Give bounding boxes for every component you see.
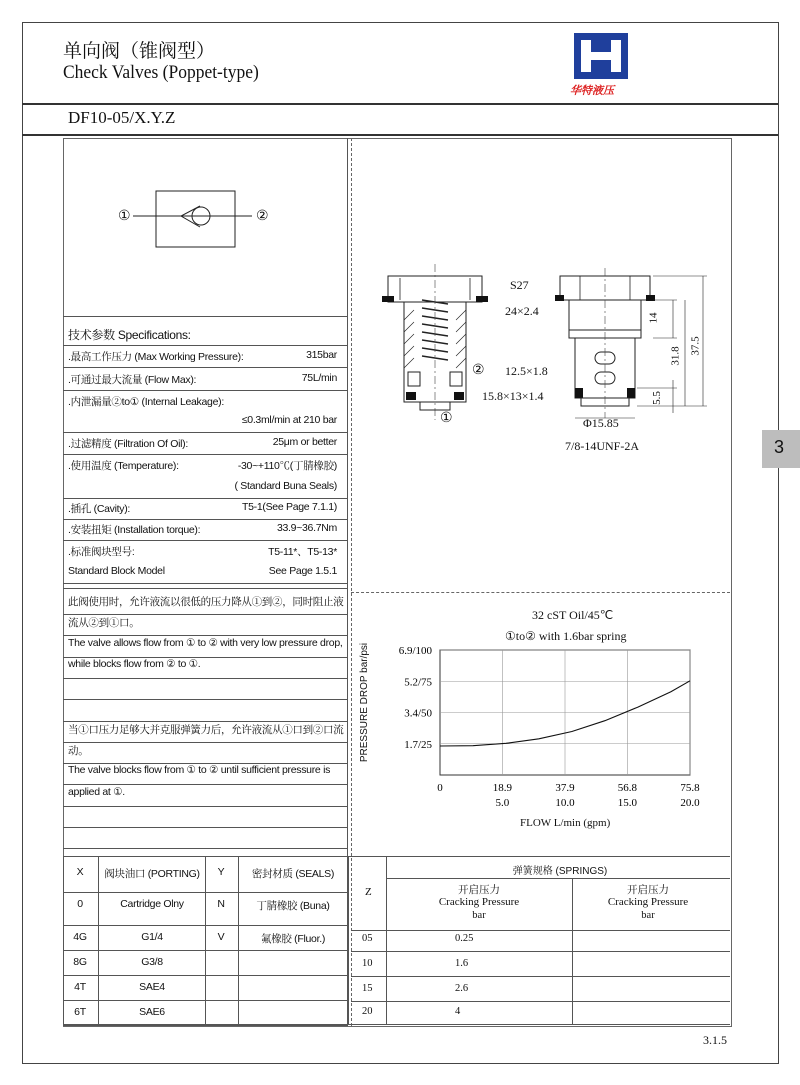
description-divider	[63, 699, 348, 700]
spec-label: Standard Block Model	[68, 565, 165, 577]
spring-title: 弹簧规格 (SPRINGS)	[512, 866, 608, 877]
cracking-unit: bar	[641, 910, 655, 921]
label-diameter: Φ15.85	[583, 416, 619, 430]
x-tick-label-gpm: 10.0	[555, 797, 575, 809]
porting-header: 密封材质 (SEALS)	[251, 868, 335, 880]
spec-label: .过滤精度 (Filtration Of Oil):	[68, 438, 188, 450]
porting-cell: 4G	[73, 931, 87, 943]
porting-header: 阀块油口 (PORTING)	[104, 868, 200, 880]
title-cn: 单向阀（锥阀型）	[63, 41, 216, 62]
description-divider	[63, 806, 348, 807]
description-divider	[63, 827, 348, 828]
x-tick-label-gpm: 5.0	[495, 797, 510, 809]
x-tick-label-lpm: 0	[437, 782, 443, 794]
spec-label: .内泄漏量②to① (Internal Leakage):	[68, 396, 224, 408]
specs-heading: 技术参数 Specifications:	[68, 328, 191, 342]
description-line: 动。	[68, 745, 89, 758]
description-line: applied at ①.	[68, 785, 125, 798]
description-divider	[63, 742, 348, 743]
spec-label: .标准阀块型号:	[68, 546, 135, 558]
label-thread: 7/8-14UNF-2A	[565, 439, 639, 453]
spring-value-cell: 0.25	[455, 933, 474, 944]
spring-value-cell: 4	[455, 1006, 461, 1017]
cracking-cn: 开启压力	[627, 885, 669, 896]
porting-row-line	[63, 1000, 348, 1001]
header-divider	[22, 103, 778, 105]
porting-cell: 丁腈橡胶 (Buna)	[256, 900, 330, 912]
symbol-port-2: ②	[256, 209, 269, 224]
pressure-drop-chart	[380, 640, 720, 830]
spring-line	[386, 878, 730, 879]
spring-z-header: Z	[365, 886, 372, 898]
spec-divider	[63, 367, 348, 368]
spec-label: .可通过最大流量 (Flow Max):	[68, 374, 197, 386]
porting-cell: 6T	[74, 1006, 86, 1018]
spring-line	[351, 930, 730, 931]
y-tick-label: 1.7/25	[404, 738, 432, 751]
porting-cell: 4T	[74, 981, 86, 993]
drawing-port-1: ①	[440, 411, 453, 426]
y-tick-label: 3.4/50	[404, 707, 432, 720]
spring-z-cell: 20	[362, 1006, 373, 1017]
description-line: 当①口压力足够大并克服弹簧力后，允许液流从①口到②口流	[68, 723, 344, 736]
description-line: The valve blocks flow from ① to ② until sufficient pressure is	[68, 764, 331, 777]
spec-divider	[63, 454, 348, 455]
porting-cell: 氟橡胶 (Fluor.)	[260, 933, 326, 945]
label-backup-15: 15.8×13×1.4	[482, 389, 544, 403]
description-line: while blocks flow from ② to ①.	[68, 657, 201, 670]
porting-row-line	[63, 1025, 348, 1026]
porting-cell: G3/8	[141, 956, 163, 968]
porting-cell: 0	[77, 898, 83, 910]
spec-value: ( Standard Buna Seals)	[234, 480, 337, 492]
spec-label: .安装扭矩 (Installation torque):	[68, 524, 201, 536]
company-logo	[568, 30, 634, 100]
dim-31-8: 31.8	[669, 346, 682, 366]
porting-cell: V	[217, 931, 225, 943]
porting-cell: 8G	[73, 956, 87, 968]
porting-cell: SAE4	[139, 981, 165, 993]
dim-37-5: 37.5	[689, 336, 702, 356]
x-tick-label-gpm: 15.0	[617, 797, 637, 809]
check-valve-symbol	[115, 188, 275, 250]
porting-row-line	[63, 950, 348, 951]
spec-divider	[63, 583, 348, 584]
spec-label: .插孔 (Cavity):	[68, 503, 131, 515]
spring-line	[351, 1001, 730, 1002]
spring-z-cell: 05	[362, 933, 373, 944]
spring-z-cell: 15	[362, 983, 373, 994]
label-oring-24: 24×2.4	[505, 304, 539, 318]
cracking-en: Cracking Pressure	[607, 896, 689, 908]
porting-row-line	[63, 856, 348, 857]
description-line: 流从②到①口。	[68, 617, 140, 630]
porting-cell: N	[217, 898, 225, 910]
spring-col-line	[386, 856, 387, 1025]
cracking-en: Cracking Pressure	[438, 896, 520, 908]
x-tick-label-gpm: 20.0	[680, 797, 700, 809]
porting-row-line	[63, 925, 348, 926]
spec-label: .使用温度 (Temperature):	[68, 460, 179, 472]
description-divider	[63, 678, 348, 679]
porting-col-line	[348, 856, 349, 1025]
spec-value: T5-11*、T5-13*	[268, 546, 337, 558]
y-tick-label: 5.2/75	[404, 676, 432, 689]
description-divider	[63, 848, 348, 849]
label-oring-12: 12.5×1.8	[505, 364, 548, 378]
spec-divider	[63, 432, 348, 433]
section-tab-number: 3	[774, 437, 785, 457]
dim-14: 14	[647, 312, 660, 324]
spec-value: ≤0.3ml/min at 210 bar	[241, 414, 337, 426]
description-line: The valve allows flow from ① to ② with very low pressure drop,	[68, 636, 343, 649]
spec-divider	[63, 498, 348, 499]
porting-cell: Cartridge Olny	[120, 898, 184, 910]
spring-z-cell: 10	[362, 958, 373, 969]
porting-header: X	[76, 866, 84, 878]
spec-value: 25μm or better	[272, 436, 337, 448]
spec-divider	[63, 540, 348, 541]
chart-title: 32 cST Oil/45℃	[532, 608, 614, 622]
spring-col-line	[572, 878, 573, 1025]
spec-value: 315bar	[306, 349, 337, 361]
x-tick-label-lpm: 18.9	[492, 782, 512, 794]
porting-cell: G1/4	[141, 931, 163, 943]
cracking-cn: 开启压力	[458, 885, 500, 896]
chart-x-label: FLOW L/min (gpm)	[520, 817, 611, 829]
spring-value-cell: 1.6	[455, 958, 469, 969]
porting-row-line	[63, 975, 348, 976]
spec-divider	[63, 390, 348, 391]
logo-text: 华特液压	[570, 85, 614, 97]
valve-cross-section	[380, 260, 500, 430]
y-tick-label: 6.9/100	[398, 645, 432, 657]
title-en: Check Valves (Poppet-type)	[63, 62, 259, 83]
page-number: 3.1.5	[703, 1033, 727, 1047]
porting-cell: SAE6	[139, 1006, 165, 1018]
description-line: 此阀使用时，允许液流以很低的压力降从①到②，同时阻止液	[68, 596, 344, 608]
model-code: DF10-05/X.Y.Z	[68, 108, 176, 127]
cracking-unit: bar	[472, 910, 486, 921]
spring-value-cell: 2.6	[455, 983, 469, 994]
porting-row-line	[63, 892, 348, 893]
porting-header: Y	[217, 866, 225, 878]
label-s27: S27	[510, 278, 529, 292]
spec-label: .最高工作压力 (Max Working Pressure):	[68, 351, 244, 363]
spec-value: 75L/min	[301, 372, 337, 384]
x-tick-label-lpm: 75.8	[680, 782, 700, 794]
spec-value: T5-1(See Page 7.1.1)	[242, 501, 337, 513]
spec-divider	[63, 519, 348, 520]
spec-value: -30~+110℃(丁腈橡胶)	[237, 460, 337, 472]
x-tick-label-lpm: 56.8	[617, 782, 637, 794]
x-tick-label-lpm: 37.9	[555, 782, 575, 794]
spring-line	[351, 976, 730, 977]
spring-line	[351, 951, 730, 952]
symbol-port-1: ①	[118, 209, 131, 224]
chart-y-label: PRESSURE DROP bar/psi	[359, 642, 371, 763]
spec-value: 33.9~36.7Nm	[276, 522, 337, 534]
chart-subtitle: ①to② with 1.6bar spring	[505, 629, 627, 643]
drawing-port-2: ②	[472, 363, 485, 378]
spec-value: See Page 1.5.1	[268, 565, 337, 577]
dim-5-5: 5.5	[650, 391, 663, 405]
